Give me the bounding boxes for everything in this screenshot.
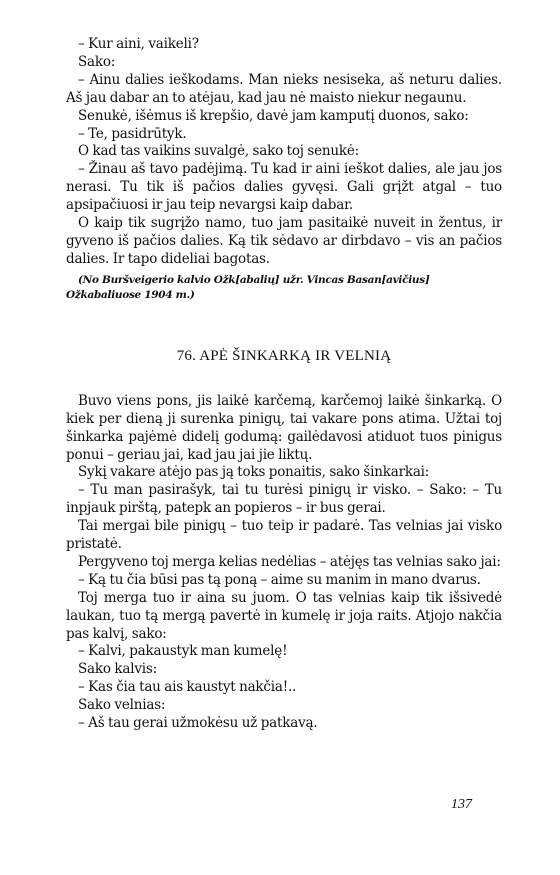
paragraph: – Kalvi, pakaustyk man kumelę!	[78, 643, 288, 660]
paragraph: – Žinau aš tavo padėjimą. Tu kad ir aini ieškot dalies, ale jau jos nerasi. Tu tik iš pačios dalies gyvęsi. Gali grįžt atgal – tuo apsipačiuosi ir jau teip nevargsi kaip dabar.	[66, 161, 502, 214]
paragraph: Pergyveno toj merga kelias nedėlias – atėjęs tas velnias sako jai:	[78, 553, 501, 570]
paragraph: Senukė, išėmus iš krepšio, davė jam kamputį duonos, sako:	[78, 107, 469, 124]
paragraph: – Ką tu čia būsi pas tą poną – aime su manim in mano dvarus.	[78, 571, 481, 588]
paragraph: – Kur aini, vaikeli?	[78, 36, 199, 52]
page-number: 137	[451, 797, 472, 812]
source-note: (No Buršveigerio kalvio Ožk[abalių] užr. Vincas Basan[avičius] Ožkabaliuose 1904 m.)	[66, 273, 430, 301]
paragraph: Toj merga tuo ir aina su juom. O tas velnias kaip tik išsivedė laukan, tuo tą mergą pavertė in kumelę ir joja raits. Atjojo nakčia pas kalvį, sako:	[66, 589, 502, 642]
paragraph: – Ainu dalies ieškodams. Man nieks nesiseka, aš neturu dalies. Aš jau dabar an to atėjau, kad jau nė maisto niekur negaunu.	[66, 71, 502, 106]
paragraph: – Aš tau gerai užmokėsu už patkavą.	[78, 715, 318, 732]
paragraph: Buvo viens pons, jis laikė karčemą, karčemoj laikė šinkarką. O kiek per dieną ji surenka pinigų, tai vakare pons atima. Užtai toj šinkarka pajėmė didelį godumą: gailėdavosi atiduot tuos pinigus ponui – geriau jai, kad jau jai jie liktų.	[66, 392, 502, 463]
paragraph: – Kas čia tau ais kaustyt nakčia!..	[78, 679, 297, 696]
paragraph: O kaip tik sugrįžo namo, tuo jam pasitaikė nuveit in žentus, ir gyveno iš pačios dalies. Ką tik sėdavo ar dirbdavo – vis an pačios dalies. Ir tapo dideliai bagotas.	[66, 215, 502, 267]
paragraph: Sykį vakare atėjo pas ją toks ponaitis, sako šinkarkai:	[78, 464, 430, 481]
paragraph: Sako kalvis:	[78, 661, 157, 678]
paragraph: Tai mergai bile pinigų – tuo teip ir padarė. Tas velnias jai visko pristatė.	[66, 518, 502, 553]
paragraph: Sako velnias:	[78, 697, 166, 714]
paragraph: O kad tas vaikins suvalgė, sako toj senukė:	[78, 143, 359, 160]
paragraph: – Tu man pasirašyk, tai tu turėsi pinigų ir visko. – Sako: – Tu inpjauk pirštą, patepk an popieros – ir bus gerai.	[66, 482, 502, 517]
chapter-body	[66, 393, 502, 733]
previous-story-ending	[66, 36, 502, 303]
book-page	[66, 36, 502, 733]
paragraph: Sako:	[78, 53, 116, 70]
paragraph: – Te, pasidrūtyk.	[78, 125, 187, 142]
chapter-title: 76. APĖ ŠINKARKĄ IR VELNIĄ	[176, 347, 392, 364]
